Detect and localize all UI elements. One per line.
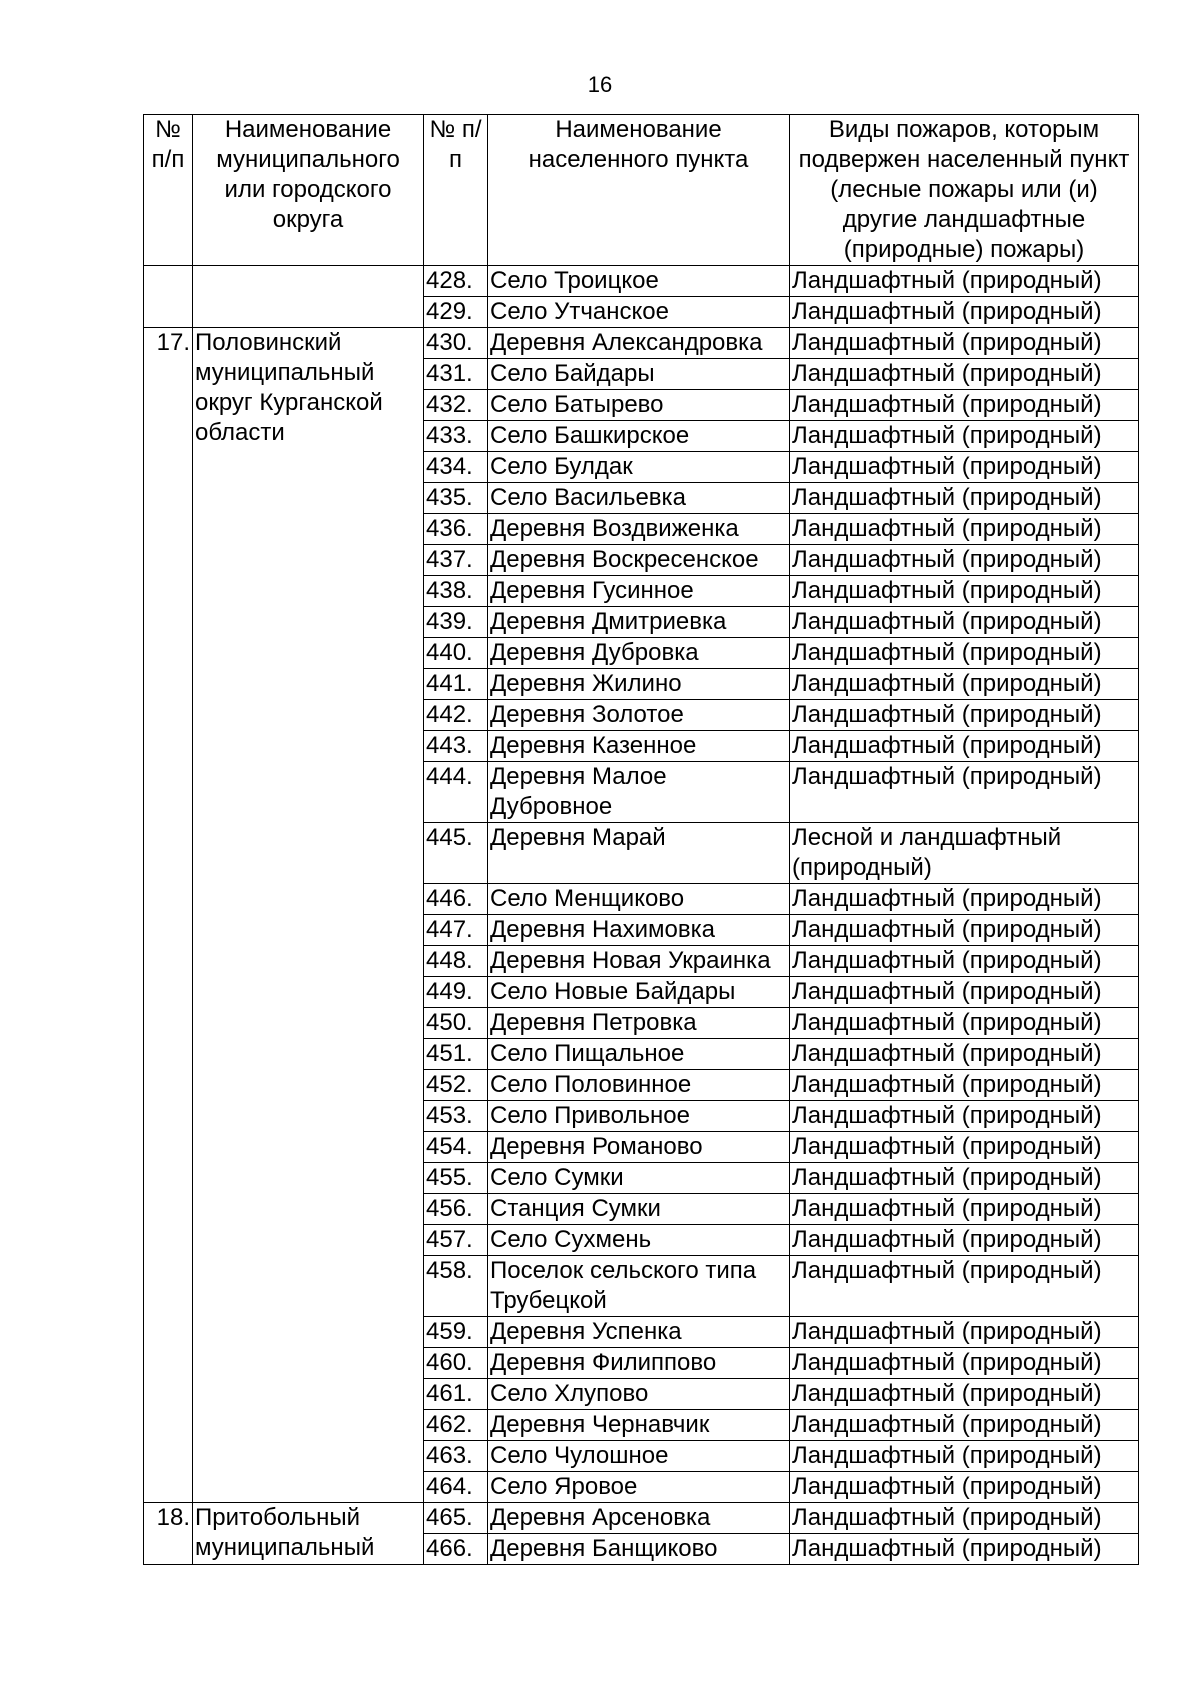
fire-type: Ландшафтный (природный) — [790, 452, 1139, 483]
settlement-number: 432. — [424, 390, 488, 421]
settlement-name: Деревня Жилино — [488, 669, 790, 700]
settlement-number: 464. — [424, 1472, 488, 1503]
settlement-name: Деревня Новая Украинка — [488, 946, 790, 977]
fire-type: Ландшафтный (природный) — [790, 669, 1139, 700]
settlement-number: 443. — [424, 731, 488, 762]
fire-type: Ландшафтный (природный) — [790, 514, 1139, 545]
fire-type: Ландшафтный (природный) — [790, 1503, 1139, 1534]
fire-type: Ландшафтный (природный) — [790, 915, 1139, 946]
fire-type: Ландшафтный (природный) — [790, 328, 1139, 359]
settlement-number: 450. — [424, 1008, 488, 1039]
settlement-number: 466. — [424, 1534, 488, 1565]
header-municipality-name: Наименование муниципального или городского округа — [193, 115, 424, 266]
settlement-number: 428. — [424, 266, 488, 297]
fire-type: Ландшафтный (природный) — [790, 1070, 1139, 1101]
header-settlement-name: Наименование населенного пункта — [488, 115, 790, 266]
settlement-name: Село Пищальное — [488, 1039, 790, 1070]
settlement-name: Поселок сельского типа Трубецкой — [488, 1256, 790, 1317]
settlement-name: Станция Сумки — [488, 1194, 790, 1225]
fire-type: Ландшафтный (природный) — [790, 1348, 1139, 1379]
settlement-number: 462. — [424, 1410, 488, 1441]
settlement-number: 449. — [424, 977, 488, 1008]
municipality-number: 17. — [144, 328, 193, 1503]
settlement-name: Деревня Петровка — [488, 1008, 790, 1039]
fire-type: Ландшафтный (природный) — [790, 1534, 1139, 1565]
settlement-number: 437. — [424, 545, 488, 576]
settlement-name: Деревня Дмитриевка — [488, 607, 790, 638]
settlement-number: 455. — [424, 1163, 488, 1194]
header-num-municipality: № п/п — [144, 115, 193, 266]
fire-type: Ландшафтный (природный) — [790, 884, 1139, 915]
fire-type: Ландшафтный (природный) — [790, 390, 1139, 421]
municipality-number — [144, 266, 193, 328]
settlement-number: 434. — [424, 452, 488, 483]
settlement-number: 459. — [424, 1317, 488, 1348]
settlement-number: 444. — [424, 762, 488, 823]
settlement-number: 435. — [424, 483, 488, 514]
fire-type: Ландшафтный (природный) — [790, 607, 1139, 638]
settlement-number: 430. — [424, 328, 488, 359]
header-row — [144, 115, 1139, 266]
fire-type: Ландшафтный (природный) — [790, 297, 1139, 328]
settlement-number: 448. — [424, 946, 488, 977]
settlement-name: Деревня Золотое — [488, 700, 790, 731]
settlement-name: Деревня Гусинное — [488, 576, 790, 607]
fire-type: Ландшафтный (природный) — [790, 483, 1139, 514]
settlement-name: Село Менщиково — [488, 884, 790, 915]
header-num-settlement: № п/п — [424, 115, 488, 266]
fire-type: Ландшафтный (природный) — [790, 700, 1139, 731]
settlement-name: Село Сухмень — [488, 1225, 790, 1256]
municipality-number: 18. — [144, 1503, 193, 1565]
settlement-number: 452. — [424, 1070, 488, 1101]
settlement-name: Село Новые Байдары — [488, 977, 790, 1008]
table-body — [144, 266, 1139, 1565]
settlement-name: Деревня Романово — [488, 1132, 790, 1163]
settlement-name: Деревня Нахимовка — [488, 915, 790, 946]
settlement-name: Деревня Малое Дубровное — [488, 762, 790, 823]
fire-type: Ландшафтный (природный) — [790, 1101, 1139, 1132]
settlement-name: Село Утчанское — [488, 297, 790, 328]
settlement-name: Деревня Александровка — [488, 328, 790, 359]
municipality-name: Притобольный муниципальный — [193, 1503, 424, 1565]
settlement-number: 431. — [424, 359, 488, 390]
fire-type: Ландшафтный (природный) — [790, 1317, 1139, 1348]
settlement-number: 447. — [424, 915, 488, 946]
settlement-number: 460. — [424, 1348, 488, 1379]
fire-type: Ландшафтный (природный) — [790, 1132, 1139, 1163]
municipality-name — [193, 266, 424, 328]
fire-type: Ландшафтный (природный) — [790, 1163, 1139, 1194]
settlement-name: Деревня Банщиково — [488, 1534, 790, 1565]
settlement-name: Деревня Арсеновка — [488, 1503, 790, 1534]
page-number: 16 — [587, 72, 613, 97]
table-header — [144, 115, 1139, 266]
settlement-number: 429. — [424, 297, 488, 328]
settlement-number: 457. — [424, 1225, 488, 1256]
settlement-name: Село Батырево — [488, 390, 790, 421]
fire-type: Ландшафтный (природный) — [790, 1194, 1139, 1225]
settlement-name: Деревня Чернавчик — [488, 1410, 790, 1441]
settlement-name: Село Чулошное — [488, 1441, 790, 1472]
municipality-name: Половинский муниципальный округ Курганской области — [193, 328, 424, 1503]
settlement-name: Деревня Успенка — [488, 1317, 790, 1348]
settlement-name: Село Булдак — [488, 452, 790, 483]
settlement-number: 446. — [424, 884, 488, 915]
fire-type: Ландшафтный (природный) — [790, 1008, 1139, 1039]
settlement-name: Деревня Казенное — [488, 731, 790, 762]
table-row — [144, 328, 1139, 359]
fire-type: Ландшафтный (природный) — [790, 977, 1139, 1008]
fire-type: Ландшафтный (природный) — [790, 1256, 1139, 1317]
fire-type: Ландшафтный (природный) — [790, 359, 1139, 390]
settlement-name: Деревня Филиппово — [488, 1348, 790, 1379]
fire-type: Ландшафтный (природный) — [790, 576, 1139, 607]
settlement-name: Село Байдары — [488, 359, 790, 390]
settlements-fire-table — [143, 114, 1139, 1565]
fire-type: Ландшафтный (природный) — [790, 946, 1139, 977]
settlement-name: Деревня Воскресенское — [488, 545, 790, 576]
settlement-name: Село Башкирское — [488, 421, 790, 452]
settlement-name: Село Троицкое — [488, 266, 790, 297]
fire-type: Ландшафтный (природный) — [790, 421, 1139, 452]
settlement-name: Деревня Дубровка — [488, 638, 790, 669]
settlement-number: 463. — [424, 1441, 488, 1472]
fire-type: Ландшафтный (природный) — [790, 266, 1139, 297]
settlement-number: 442. — [424, 700, 488, 731]
settlement-number: 456. — [424, 1194, 488, 1225]
settlement-number: 465. — [424, 1503, 488, 1534]
settlement-number: 458. — [424, 1256, 488, 1317]
fire-type: Ландшафтный (природный) — [790, 762, 1139, 823]
settlement-number: 441. — [424, 669, 488, 700]
fire-type: Ландшафтный (природный) — [790, 1441, 1139, 1472]
settlement-name: Село Хлупово — [488, 1379, 790, 1410]
settlement-number: 436. — [424, 514, 488, 545]
settlement-name: Село Привольное — [488, 1101, 790, 1132]
settlement-number: 440. — [424, 638, 488, 669]
settlement-number: 439. — [424, 607, 488, 638]
table-row — [144, 266, 1139, 297]
fire-type: Ландшафтный (природный) — [790, 1039, 1139, 1070]
settlement-name: Деревня Марай — [488, 823, 790, 884]
settlement-number: 433. — [424, 421, 488, 452]
settlement-number: 445. — [424, 823, 488, 884]
fire-type: Лесной и ландшафтный (природный) — [790, 823, 1139, 884]
settlement-name: Село Васильевка — [488, 483, 790, 514]
settlement-name: Деревня Воздвиженка — [488, 514, 790, 545]
fire-type: Ландшафтный (природный) — [790, 1379, 1139, 1410]
fire-type: Ландшафтный (природный) — [790, 1225, 1139, 1256]
fire-type: Ландшафтный (природный) — [790, 1472, 1139, 1503]
settlement-number: 453. — [424, 1101, 488, 1132]
settlement-number: 461. — [424, 1379, 488, 1410]
header-fire-types: Виды пожаров, которым подвержен населенный пункт (лесные пожары или (и) другие ландшафтные (природные) пожары) — [790, 115, 1139, 266]
settlement-name: Село Яровое — [488, 1472, 790, 1503]
fire-type: Ландшафтный (природный) — [790, 545, 1139, 576]
fire-type: Ландшафтный (природный) — [790, 731, 1139, 762]
fire-type: Ландшафтный (природный) — [790, 1410, 1139, 1441]
settlement-number: 454. — [424, 1132, 488, 1163]
settlement-number: 451. — [424, 1039, 488, 1070]
fire-type: Ландшафтный (природный) — [790, 638, 1139, 669]
settlement-name: Село Половинное — [488, 1070, 790, 1101]
settlement-number: 438. — [424, 576, 488, 607]
settlement-name: Село Сумки — [488, 1163, 790, 1194]
table-row — [144, 1503, 1139, 1534]
